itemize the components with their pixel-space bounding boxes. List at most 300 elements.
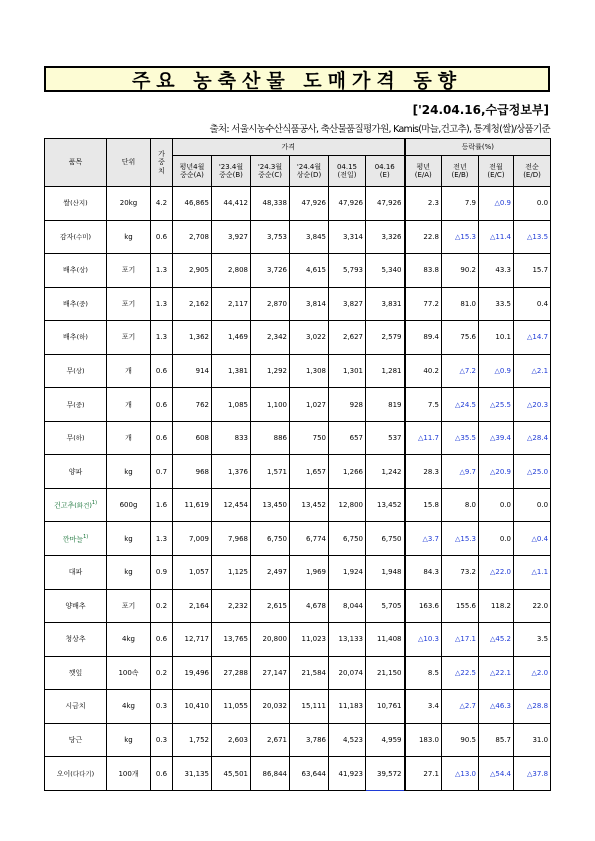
header-col-bottom: 중순(C) (258, 171, 282, 179)
table-row (45, 556, 551, 590)
item-grade: (상) (76, 266, 88, 275)
price-normal-year: 608 (173, 421, 212, 455)
rate-vs-last-month: 85.7 (479, 723, 514, 757)
price-last-year: 2,808 (212, 254, 251, 288)
rate-vs-normal: 3.4 (405, 690, 442, 724)
table-row (45, 321, 551, 355)
rate-vs-last-year: △24.5 (442, 388, 479, 422)
item-weight: 1.3 (151, 287, 173, 321)
header-col-top: 전월 (489, 162, 503, 171)
rate-vs-normal: 28.3 (405, 455, 442, 489)
item-unit: kg (107, 455, 151, 489)
table-body (45, 187, 551, 791)
item-unit: 4kg (107, 690, 151, 724)
price-last-month: 20,800 (251, 623, 290, 657)
table-row (45, 723, 551, 757)
price-prev-day: 3,314 (329, 220, 366, 254)
item-weight: 4.2 (151, 187, 173, 221)
rate-vs-last-year: △2.7 (442, 690, 479, 724)
rate-vs-last-month: △22.1 (479, 656, 514, 690)
item-weight: 0.2 (151, 656, 173, 690)
header-price-col (290, 156, 329, 187)
price-normal-year: 46,865 (173, 187, 212, 221)
header-price-col (212, 156, 251, 187)
item-name: 당근 (45, 723, 107, 757)
price-normal-year: 2,905 (173, 254, 212, 288)
price-last-month: 6,750 (251, 522, 290, 556)
item-weight: 1.3 (151, 321, 173, 355)
price-last-year: 13,765 (212, 623, 251, 657)
rate-vs-prev-period: △25.0 (514, 455, 551, 489)
item-grade: (하) (76, 333, 88, 342)
price-prev-period: 15,111 (290, 690, 329, 724)
price-today: 39,572 (366, 757, 405, 791)
price-prev-period: 63,644 (290, 757, 329, 791)
item-name: 양배추 (45, 589, 107, 623)
rate-vs-prev-period: △2.0 (514, 656, 551, 690)
header-price-col (329, 156, 366, 187)
header-col-top: 전순 (525, 162, 539, 171)
page-title: 주요 농축산물 도매가격 동향 (131, 69, 463, 92)
item-name: 배추(중) (45, 287, 107, 321)
rate-vs-prev-period: △0.4 (514, 522, 551, 556)
item-unit: 개 (107, 421, 151, 455)
item-grade: (중) (76, 299, 88, 308)
rate-vs-prev-period: 15.7 (514, 254, 551, 288)
price-prev-day: 6,750 (329, 522, 366, 556)
item-grade: (다다기) (70, 769, 95, 778)
header-col-top: 전년 (453, 162, 467, 171)
price-prev-day: 20,074 (329, 656, 366, 690)
header-col-top: 04.15 (336, 162, 358, 171)
table-row (45, 488, 551, 522)
item-name: 시금치 (45, 690, 107, 724)
rate-vs-last-year: 73.2 (442, 556, 479, 590)
item-unit: 개 (107, 354, 151, 388)
price-today: 1,948 (366, 556, 405, 590)
price-last-month: 1,292 (251, 354, 290, 388)
table-row (45, 690, 551, 724)
rate-vs-last-year: 75.6 (442, 321, 479, 355)
item-name: 무(하) (45, 421, 107, 455)
price-prev-day: 1,301 (329, 354, 366, 388)
header-col-top: '24.3월 (257, 162, 283, 171)
price-last-month: 20,032 (251, 690, 290, 724)
price-today: 47,926 (366, 187, 405, 221)
rate-vs-last-year: 8.0 (442, 488, 479, 522)
rate-vs-last-month: 33.5 (479, 287, 514, 321)
price-last-month: 2,342 (251, 321, 290, 355)
item-unit: 100개 (107, 757, 151, 791)
rate-vs-prev-period: 31.0 (514, 723, 551, 757)
table-row (45, 589, 551, 623)
rate-vs-normal: 15.8 (405, 488, 442, 522)
price-last-month: 2,671 (251, 723, 290, 757)
header-weight (151, 139, 173, 187)
rate-vs-last-month: 118.2 (479, 589, 514, 623)
item-weight: 0.6 (151, 623, 173, 657)
header-col-bottom: 상순(D) (296, 171, 322, 179)
rate-vs-normal: 40.2 (405, 354, 442, 388)
price-normal-year: 2,162 (173, 287, 212, 321)
price-last-year: 44,412 (212, 187, 251, 221)
rate-vs-last-year: △7.2 (442, 354, 479, 388)
price-prev-day: 11,183 (329, 690, 366, 724)
price-today: 13,452 (366, 488, 405, 522)
item-footnote-mark: 1) (91, 500, 98, 507)
rate-vs-last-month: △54.4 (479, 757, 514, 791)
price-normal-year: 31,135 (173, 757, 212, 791)
price-last-month: 1,571 (251, 455, 290, 489)
table-row (45, 522, 551, 556)
source-note: 출처: 서울시농수산식품공사, 축산물품질평가원, Kamis(마늘,건고추), 통계청(쌀)/상품기준 (209, 124, 550, 135)
rate-vs-last-month: △0.9 (479, 187, 514, 221)
table-row (45, 623, 551, 657)
item-weight: 0.3 (151, 723, 173, 757)
price-last-year: 2,603 (212, 723, 251, 757)
price-prev-day: 928 (329, 388, 366, 422)
rate-vs-normal: △3.7 (405, 522, 442, 556)
header-item: 품목 (45, 139, 107, 187)
rate-vs-last-month: 0.0 (479, 488, 514, 522)
item-unit: 600g (107, 488, 151, 522)
item-name: 무(중) (45, 388, 107, 422)
item-weight: 0.7 (151, 455, 173, 489)
header-price-col (366, 156, 405, 187)
price-prev-day: 41,923 (329, 757, 366, 791)
rate-vs-prev-period: 0.0 (514, 187, 551, 221)
price-normal-year: 12,717 (173, 623, 212, 657)
item-grade: (산지) (70, 199, 88, 208)
price-last-month: 27,147 (251, 656, 290, 690)
price-last-month: 1,100 (251, 388, 290, 422)
price-last-year: 1,376 (212, 455, 251, 489)
table-row (45, 287, 551, 321)
rate-vs-last-month: △46.3 (479, 690, 514, 724)
price-today: 5,340 (366, 254, 405, 288)
price-prev-period: 3,845 (290, 220, 329, 254)
table-row (45, 187, 551, 221)
rate-vs-last-year: 90.2 (442, 254, 479, 288)
item-name: 대파 (45, 556, 107, 590)
price-today: 6,750 (366, 522, 405, 556)
header-col-bottom: (E) (379, 171, 390, 179)
price-today: 1,281 (366, 354, 405, 388)
rate-vs-prev-period: △1.1 (514, 556, 551, 590)
rate-vs-normal: 27.1 (405, 757, 442, 791)
price-prev-period: 11,023 (290, 623, 329, 657)
price-prev-period: 6,774 (290, 522, 329, 556)
header-col-top: '23.4월 (218, 162, 244, 171)
rate-vs-last-month: △0.9 (479, 354, 514, 388)
item-name: 쌀(산지) (45, 187, 107, 221)
price-normal-year: 2,708 (173, 220, 212, 254)
price-normal-year: 1,057 (173, 556, 212, 590)
table-row (45, 388, 551, 422)
rate-vs-prev-period: △28.4 (514, 421, 551, 455)
rate-vs-last-year: 81.0 (442, 287, 479, 321)
price-last-year: 2,117 (212, 287, 251, 321)
price-prev-period: 4,678 (290, 589, 329, 623)
header-col-top: 평년 (416, 162, 431, 171)
price-today: 3,326 (366, 220, 405, 254)
price-normal-year: 1,752 (173, 723, 212, 757)
price-normal-year: 762 (173, 388, 212, 422)
rate-vs-normal: △11.7 (405, 421, 442, 455)
item-unit: 포기 (107, 287, 151, 321)
price-normal-year: 2,164 (173, 589, 212, 623)
header-rate: 등락률(%) (405, 139, 551, 156)
price-prev-period: 750 (290, 421, 329, 455)
price-today: 537 (366, 421, 405, 455)
header-col-bottom: (E/C) (487, 171, 505, 179)
price-last-month: 886 (251, 421, 290, 455)
title-box (44, 66, 550, 92)
price-today: 819 (366, 388, 405, 422)
header-col-bottom: (E/D) (523, 171, 541, 179)
price-prev-period: 47,926 (290, 187, 329, 221)
item-grade: (상) (73, 367, 85, 375)
price-prev-day: 2,627 (329, 321, 366, 355)
header-col-top: 평년4월 (179, 162, 205, 171)
header-rate-col (405, 156, 442, 187)
price-last-month: 86,844 (251, 757, 290, 791)
item-footnote-mark: 1) (83, 533, 89, 540)
table-row (45, 254, 551, 288)
rate-vs-prev-period: 3.5 (514, 623, 551, 657)
price-normal-year: 11,619 (173, 488, 212, 522)
price-today: 5,705 (366, 589, 405, 623)
rate-vs-last-year: △17.1 (442, 623, 479, 657)
price-prev-day: 8,044 (329, 589, 366, 623)
rate-vs-last-month: △45.2 (479, 623, 514, 657)
item-unit: 20kg (107, 187, 151, 221)
rate-vs-last-year: △15.3 (442, 522, 479, 556)
rate-vs-normal: 77.2 (405, 287, 442, 321)
rate-vs-last-year: 90.5 (442, 723, 479, 757)
price-today: 4,959 (366, 723, 405, 757)
item-grade: (중) (73, 400, 85, 409)
header-col-top: 04.16 (374, 162, 395, 171)
item-weight: 0.3 (151, 690, 173, 724)
price-today: 3,831 (366, 287, 405, 321)
header-col-top: '24.4월 (296, 162, 322, 171)
rate-vs-last-month: △25.5 (479, 388, 514, 422)
item-weight: 0.9 (151, 556, 173, 590)
rate-vs-last-year: 155.6 (442, 589, 479, 623)
item-unit: kg (107, 556, 151, 590)
item-name: 배추(하) (45, 321, 107, 355)
rate-vs-prev-period: △28.8 (514, 690, 551, 724)
rate-vs-prev-period: △2.1 (514, 354, 551, 388)
header-price-col (173, 156, 212, 187)
rate-vs-prev-period: 0.0 (514, 488, 551, 522)
item-unit: kg (107, 220, 151, 254)
price-last-year: 12,454 (212, 488, 251, 522)
price-prev-period: 1,308 (290, 354, 329, 388)
header-col-bottom: (전일) (337, 171, 357, 179)
price-last-year: 1,469 (212, 321, 251, 355)
item-grade: (화건) (74, 501, 92, 510)
rate-vs-last-year: 7.9 (442, 187, 479, 221)
price-last-month: 2,870 (251, 287, 290, 321)
item-weight: 1.3 (151, 254, 173, 288)
price-last-year: 1,085 (212, 388, 251, 422)
item-unit: kg (107, 723, 151, 757)
item-unit: kg (107, 522, 151, 556)
price-prev-period: 3,786 (290, 723, 329, 757)
rate-vs-last-month: 10.1 (479, 321, 514, 355)
price-normal-year: 19,496 (173, 656, 212, 690)
price-prev-period: 3,022 (290, 321, 329, 355)
rate-vs-normal: 8.5 (405, 656, 442, 690)
item-name: 무(상) (45, 354, 107, 388)
price-today: 2,579 (366, 321, 405, 355)
rate-vs-normal: 183.0 (405, 723, 442, 757)
item-name: 건고추(화건)$^{1)}$ (45, 488, 107, 522)
header-col-bottom: 중순(A) (180, 171, 204, 179)
item-unit: 포기 (107, 321, 151, 355)
header-unit: 단위 (107, 139, 151, 187)
price-last-year: 27,288 (212, 656, 251, 690)
price-last-year: 1,381 (212, 354, 251, 388)
price-prev-day: 12,800 (329, 488, 366, 522)
price-prev-period: 4,615 (290, 254, 329, 288)
table-row (45, 455, 551, 489)
price-last-year: 7,968 (212, 522, 251, 556)
table-row (45, 421, 551, 455)
price-prev-day: 47,926 (329, 187, 366, 221)
header-rate-col (442, 156, 479, 187)
rate-vs-prev-period: △14.7 (514, 321, 551, 355)
price-prev-day: 1,924 (329, 556, 366, 590)
table-row (45, 656, 551, 690)
table-row (45, 354, 551, 388)
rate-vs-last-month: 0.0 (479, 522, 514, 556)
item-grade: (수미) (73, 232, 92, 241)
item-name: 감자(수미) (45, 220, 107, 254)
price-normal-year: 10,410 (173, 690, 212, 724)
item-name: 오이(다다기) (45, 757, 107, 791)
price-prev-period: 21,584 (290, 656, 329, 690)
item-weight: 0.6 (151, 388, 173, 422)
item-name: 양파 (45, 455, 107, 489)
rate-vs-prev-period: 0.4 (514, 287, 551, 321)
item-unit: 개 (107, 388, 151, 422)
price-last-year: 45,501 (212, 757, 251, 791)
price-last-month: 3,726 (251, 254, 290, 288)
item-weight: 0.6 (151, 354, 173, 388)
item-grade: (하) (73, 434, 85, 443)
rate-vs-last-month: △39.4 (479, 421, 514, 455)
price-last-month: 48,338 (251, 187, 290, 221)
item-unit: 100속 (107, 656, 151, 690)
rate-vs-normal: 89.4 (405, 321, 442, 355)
price-normal-year: 968 (173, 455, 212, 489)
item-unit: 포기 (107, 589, 151, 623)
header-price-col (251, 156, 290, 187)
rate-vs-prev-period: △13.5 (514, 220, 551, 254)
item-weight: 1.3 (151, 522, 173, 556)
price-prev-period: 3,814 (290, 287, 329, 321)
price-normal-year: 1,362 (173, 321, 212, 355)
table-row (45, 757, 551, 791)
price-prev-period: 1,969 (290, 556, 329, 590)
price-normal-year: 7,009 (173, 522, 212, 556)
price-today: 1,242 (366, 455, 405, 489)
rate-vs-normal: 7.5 (405, 388, 442, 422)
rate-vs-last-month: △20.9 (479, 455, 514, 489)
price-prev-day: 1,266 (329, 455, 366, 489)
rate-vs-last-month: 43.3 (479, 254, 514, 288)
item-weight: 0.6 (151, 421, 173, 455)
item-name: 배추(상) (45, 254, 107, 288)
item-unit: 포기 (107, 254, 151, 288)
rate-vs-prev-period: △20.3 (514, 388, 551, 422)
rate-vs-prev-period: 22.0 (514, 589, 551, 623)
price-last-year: 1,125 (212, 556, 251, 590)
rate-vs-last-month: △11.4 (479, 220, 514, 254)
date-tag: ['24.04.16,수급정보부] (412, 103, 549, 117)
price-normal-year: 914 (173, 354, 212, 388)
rate-vs-last-year: △15.3 (442, 220, 479, 254)
price-prev-period: 1,027 (290, 388, 329, 422)
header-price: 가격 (173, 139, 405, 156)
price-last-year: 2,232 (212, 589, 251, 623)
item-name: 깐마늘$^{1)}$ (45, 522, 107, 556)
rate-vs-normal: 84.3 (405, 556, 442, 590)
price-prev-day: 657 (329, 421, 366, 455)
rate-vs-last-year: △13.0 (442, 757, 479, 791)
header-rate-col (479, 156, 514, 187)
price-last-month: 13,450 (251, 488, 290, 522)
price-prev-day: 3,827 (329, 287, 366, 321)
price-last-month: 2,497 (251, 556, 290, 590)
header-rate-col (514, 156, 551, 187)
header-col-bottom: 중순(B) (219, 171, 243, 179)
item-weight: 0.2 (151, 589, 173, 623)
price-table (44, 138, 551, 791)
price-today: 11,408 (366, 623, 405, 657)
rate-vs-last-year: △35.5 (442, 421, 479, 455)
table-row (45, 220, 551, 254)
rate-vs-last-year: △22.5 (442, 656, 479, 690)
price-last-month: 3,753 (251, 220, 290, 254)
rate-vs-prev-period: △37.8 (514, 757, 551, 791)
price-prev-day: 5,793 (329, 254, 366, 288)
price-today: 10,761 (366, 690, 405, 724)
price-last-year: 833 (212, 421, 251, 455)
rate-vs-normal: △10.3 (405, 623, 442, 657)
rate-vs-normal: 22.8 (405, 220, 442, 254)
rate-vs-last-month: △22.0 (479, 556, 514, 590)
item-name: 청상추 (45, 623, 107, 657)
header-col-bottom: (E/B) (451, 171, 469, 179)
header-weight-text: 가 중 치 (158, 150, 165, 175)
price-prev-day: 13,133 (329, 623, 366, 657)
price-prev-day: 4,523 (329, 723, 366, 757)
rate-vs-normal: 83.8 (405, 254, 442, 288)
item-unit: 4kg (107, 623, 151, 657)
item-name: 깻잎 (45, 656, 107, 690)
rate-vs-normal: 163.6 (405, 589, 442, 623)
price-last-year: 3,927 (212, 220, 251, 254)
item-weight: 0.6 (151, 757, 173, 791)
item-weight: 0.6 (151, 220, 173, 254)
price-prev-period: 13,452 (290, 488, 329, 522)
rate-vs-last-year: △9.7 (442, 455, 479, 489)
item-weight: 1.6 (151, 488, 173, 522)
